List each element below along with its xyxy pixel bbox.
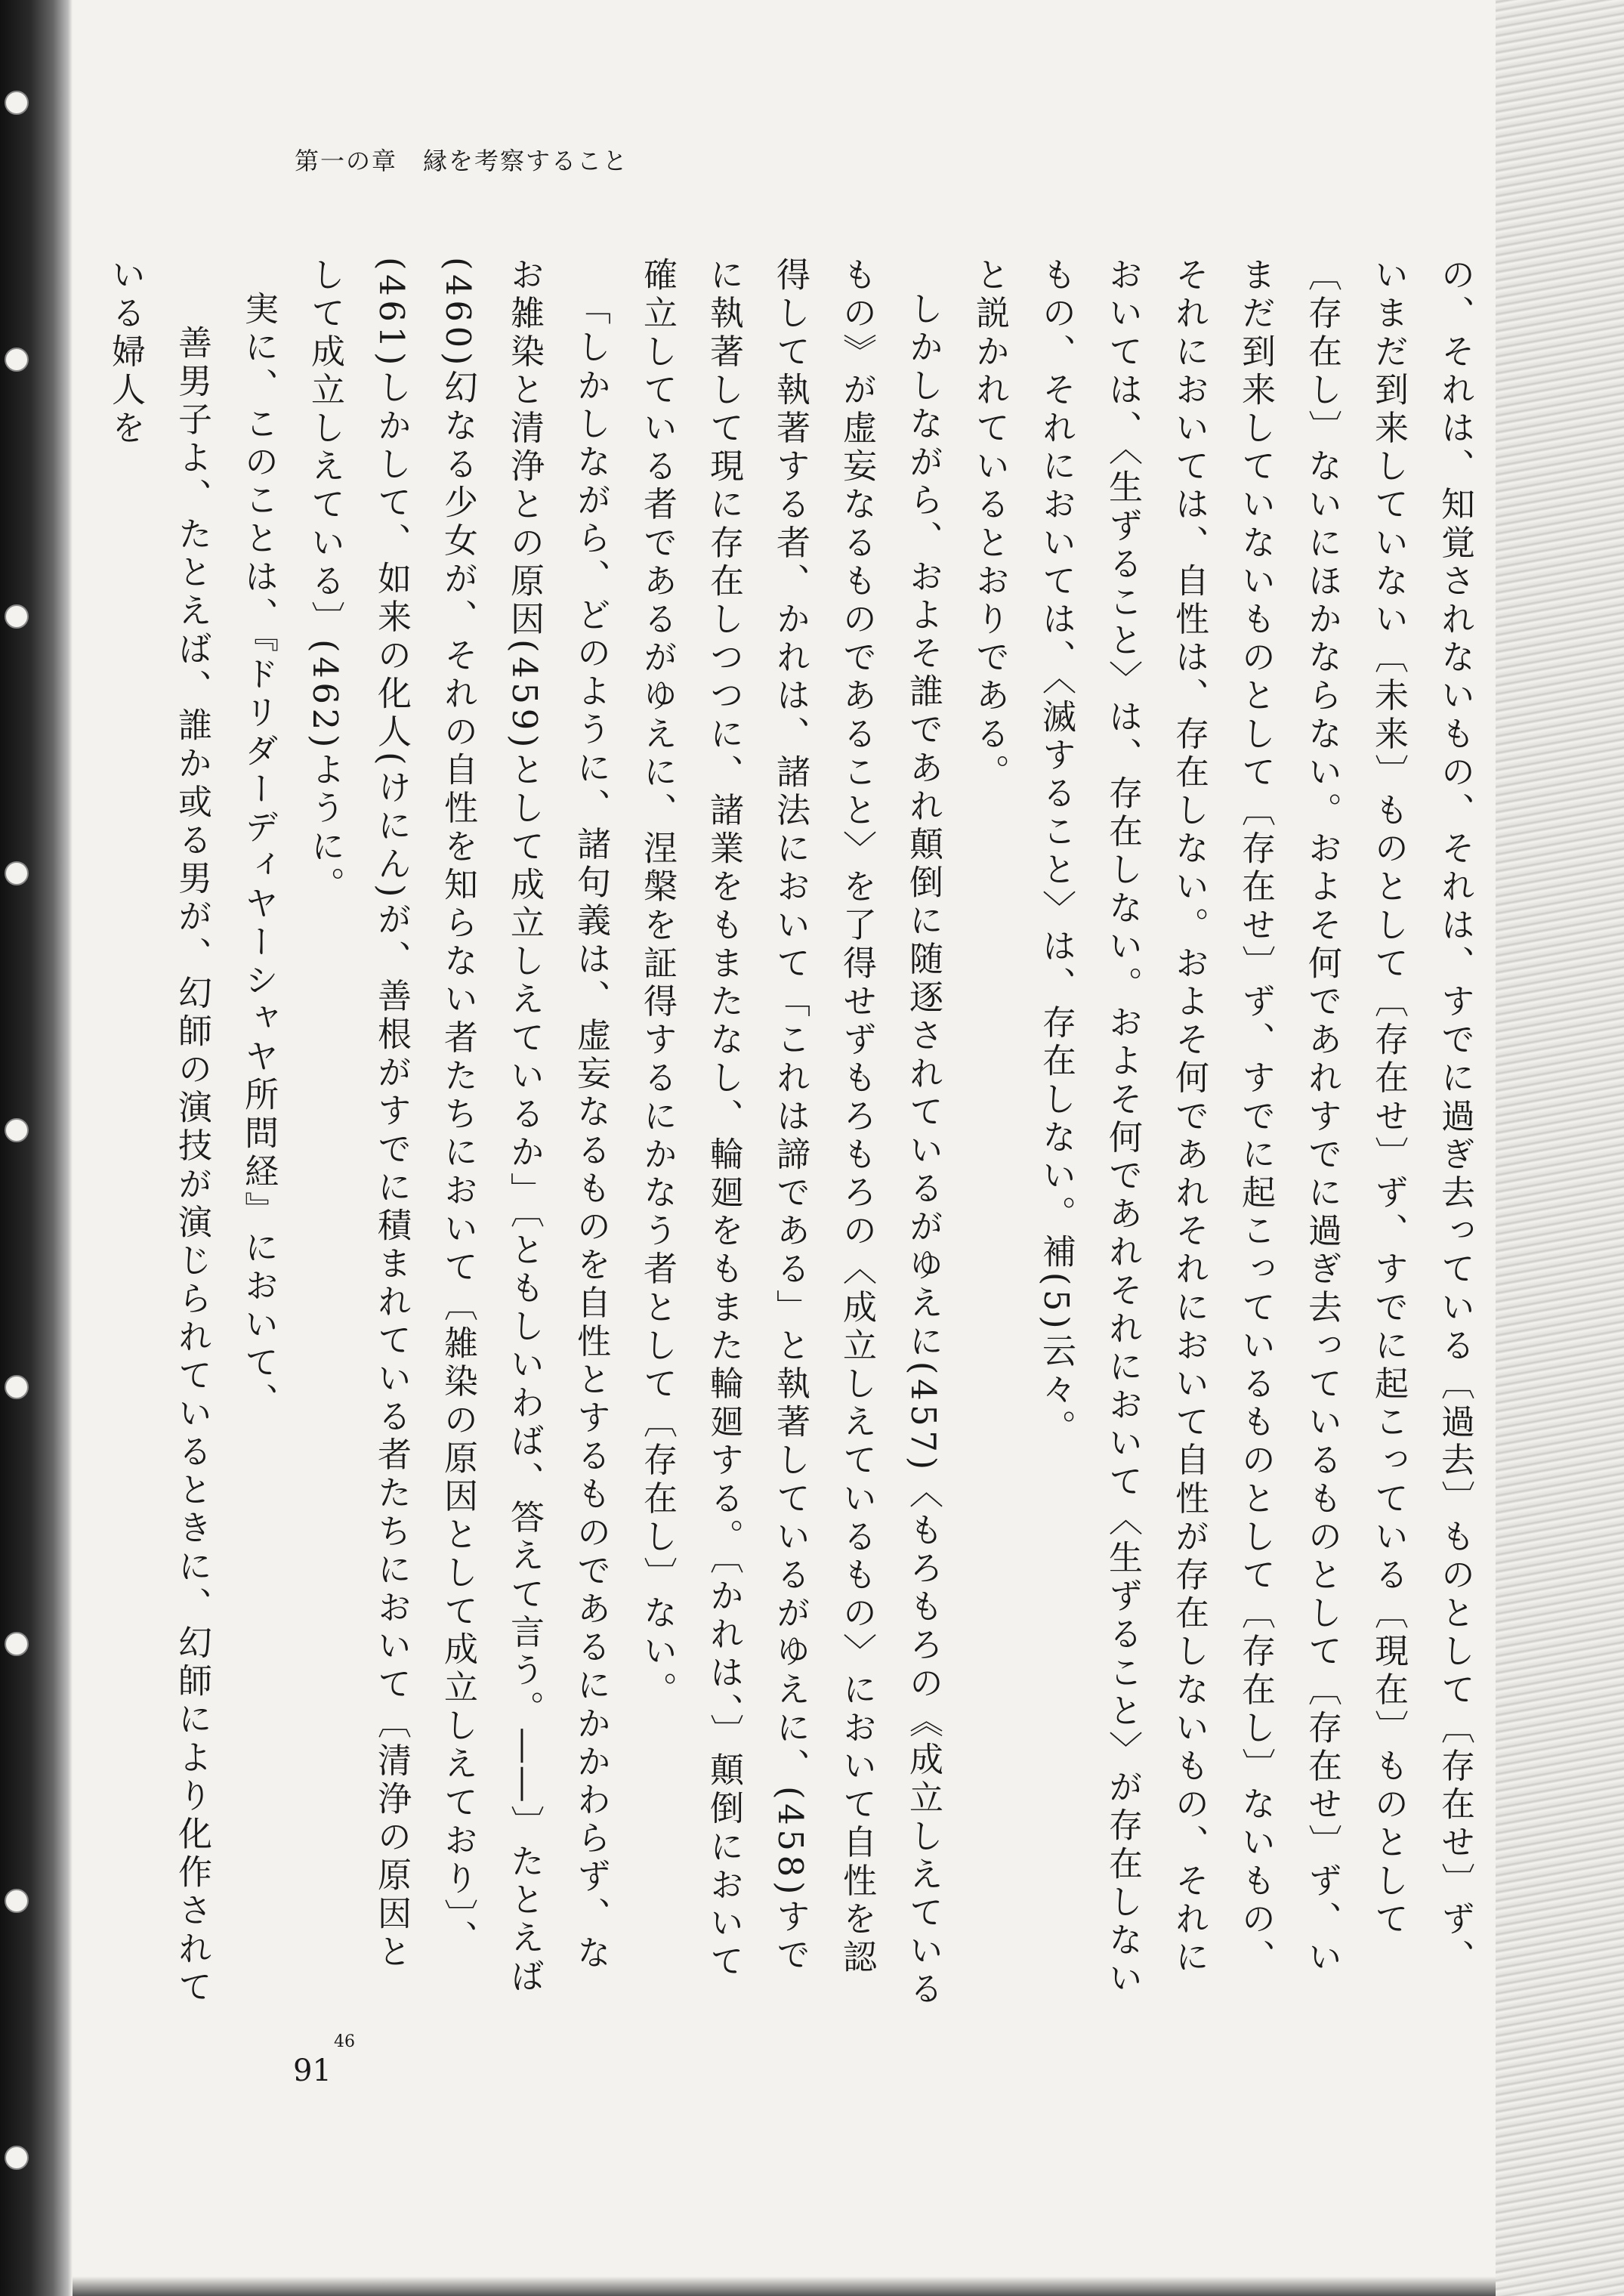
page-edge-shadow xyxy=(1496,0,1624,2296)
paragraph-1: の、それは、知覚されないもの、それは、すでに過ぎ去っている〔過去〕ものとして〔存在せ〕ず、いまだ到来していない〔未来〕ものとして〔存在せ〕ず、すでに起こっている〔現在〕ものとして〔存在し〕ないにほかならない。およそ何であれすでに過ぎ去っているものとして〔存在せ〕ず、いまだ到来していないものとして〔存在せ〕ず、すでに起こっているものとして〔存在し〕ないもの、それにおいては、自性は、存在しない。およそ何であれそれにおいて自性が存在しないもの、それにおいては、〈生ずること〉は、存在しない。およそ何であれそれにおいて〈生ずること〉が存在しないもの、それにおいては、〈滅すること〉は、存在しない。補(5)云々。 xyxy=(1036,257,1475,1999)
binding-hole xyxy=(5,861,29,885)
binding-hole xyxy=(5,1118,29,1142)
binding-hole xyxy=(5,348,29,372)
paragraph-6-quote: 善男子よ、たとえば、誰か或る男が、幻師の演技が演じられているときに、幻師により化作されている婦人を xyxy=(106,257,212,2007)
paragraph-3: しかしながら、およそ誰であれ顛倒に随逐されているがゆえに(457)〈もろもろの《成立しえているもの》が虚妄なるものであること〉を了得せずもろもろの〈成立しえているもの〉において自性を認得して執著する者、かれは、諸法において「これは諦である」と執著しているがゆえに、(458)すでに執著して現に存在しつつに、諸業をもまたなし、輪廻をもまた輪廻する。〔かれは、〕顛倒において確立している者であるがゆえに、涅槃を証得するにかなう者として〔存在し〕ない。 xyxy=(638,257,943,2010)
binding-hole xyxy=(5,1632,29,1656)
page-number: 91 xyxy=(293,2053,332,2088)
bottom-edge-shadow xyxy=(73,2276,1496,2296)
binding-hole xyxy=(5,91,29,115)
vertical-text-body xyxy=(106,257,1488,2010)
binding-hole xyxy=(5,2146,29,2170)
running-head: 第一の章 縁を考察すること xyxy=(295,147,629,175)
page-sub-number: 46 xyxy=(334,2032,355,2051)
binding-shadow xyxy=(0,0,73,2296)
paragraph-4: 「しかしながら、どのように、諸句義は、虚妄なるものを自性とするものであるにかかわらず、なお雑染と清浄との原因(459)として成立しえているか」〔ともしいわば、答えて言う。――〕たとえば(460)幻なる少女が、それの自性を知らない者たちにおいて〔雑染の原因として成立しえており〕、(461)しかして、如来の化人(けにん)が、善根がすでに積まれている者たちにおいて〔清浄の原因として成立しえている〕(462)ように。 xyxy=(305,257,611,1997)
body-text-area xyxy=(106,257,1488,2010)
binding-hole xyxy=(5,604,29,629)
binding-hole xyxy=(5,1889,29,1913)
paragraph-2: と説かれているとおりである。 xyxy=(970,257,1010,793)
binding-hole xyxy=(5,1375,29,1399)
paragraph-5: 実に、このことは、『ドリダーディヤーシャヤ所問経』において、 xyxy=(239,291,279,1421)
